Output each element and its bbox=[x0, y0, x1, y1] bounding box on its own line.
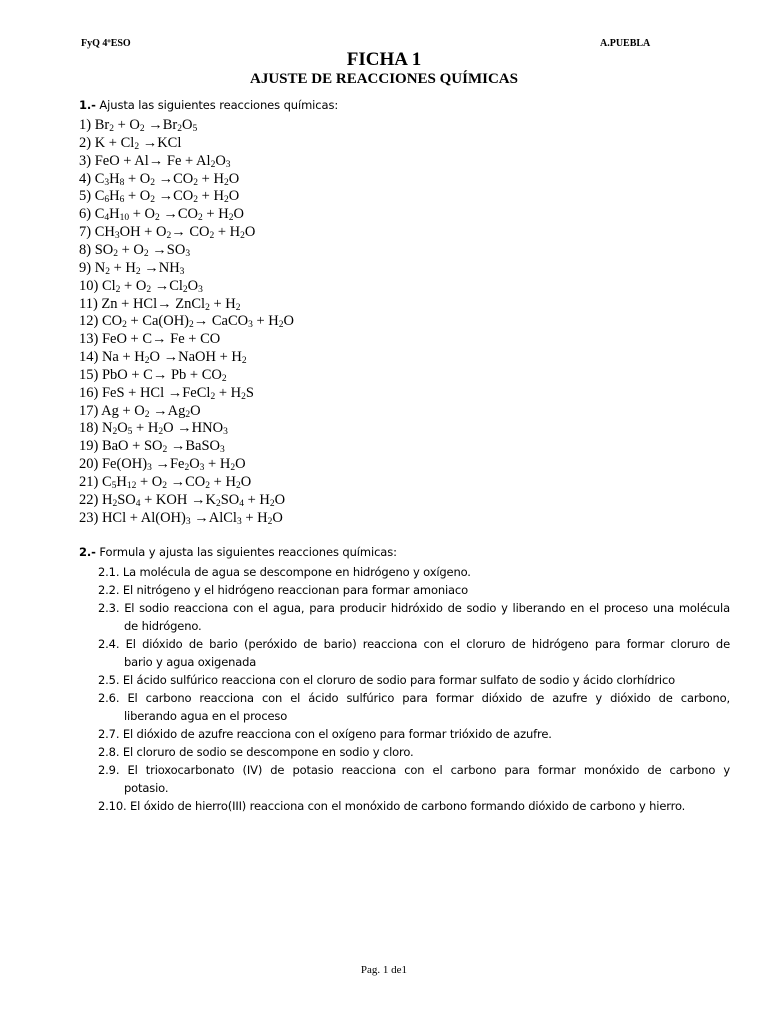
reaction-item bbox=[79, 473, 251, 491]
section2-number: 2.- bbox=[79, 545, 96, 559]
question-number: 2.5. bbox=[98, 673, 120, 687]
header-subject: FyQ 4ºESO bbox=[81, 38, 131, 49]
question-number: 2.1. bbox=[98, 565, 120, 579]
formula-text: 11) Zn + HCl→ ZnCl bbox=[79, 295, 206, 312]
subscript: 2 bbox=[210, 159, 216, 170]
question-number: 2.2. bbox=[98, 583, 120, 597]
formula-text: OH + O bbox=[119, 224, 167, 241]
question-text: El ácido sulfúrico reacciona con el cloruro de sodio para formar sulfato de sodio y ácido clorhídrico bbox=[122, 673, 676, 687]
question-item bbox=[98, 581, 730, 599]
formula-text: SO bbox=[117, 491, 136, 508]
subscript: 2 bbox=[221, 373, 227, 384]
subscript: 2 bbox=[278, 320, 284, 331]
section2-heading bbox=[79, 545, 397, 559]
subscript: 3 bbox=[179, 266, 185, 277]
formula-text: 23) HCl + Al(OH) bbox=[79, 509, 186, 526]
question-number: 2.3. bbox=[98, 601, 120, 615]
subscript: 2 bbox=[155, 213, 160, 224]
subscript: 2 bbox=[241, 356, 247, 367]
reaction-item bbox=[79, 187, 239, 205]
question-text: El dióxido de bario (peróxido de bario) reacciona con el cloruro de hidrógeno para formar cloruro de bbox=[125, 637, 730, 651]
reaction-item bbox=[79, 509, 283, 527]
formula-text: 15) PbO + C→ Pb + CO bbox=[79, 366, 222, 383]
formula-text: →CO bbox=[155, 170, 194, 187]
reaction-item bbox=[79, 402, 201, 420]
formula-text: 19) BaO + SO bbox=[79, 438, 163, 455]
subscript: 6 bbox=[104, 195, 110, 206]
formula-text: + H bbox=[252, 313, 279, 330]
formula-text: →Cl bbox=[151, 277, 183, 294]
formula-text: 20) Fe(OH) bbox=[79, 456, 148, 473]
formula-text: O bbox=[182, 117, 193, 133]
subscript: 2 bbox=[185, 409, 191, 420]
subscript: 2 bbox=[235, 302, 241, 313]
formula-text: O bbox=[187, 277, 199, 294]
reaction-item bbox=[79, 134, 181, 152]
subscript: 2 bbox=[112, 427, 118, 438]
subscript: 2 bbox=[240, 231, 245, 242]
reaction-item bbox=[79, 295, 240, 313]
formula-text: O bbox=[283, 313, 295, 330]
formula-text: + H bbox=[202, 206, 229, 223]
question-text-continued: bario y agua oxigenada bbox=[124, 655, 257, 669]
subscript: 3 bbox=[248, 320, 253, 331]
page-subtitle: AJUSTE DE REACCIONES QUÍMICAS bbox=[250, 71, 518, 87]
formula-text: + H bbox=[214, 224, 241, 241]
formula-text: →KCl bbox=[139, 134, 182, 151]
subscript: 2 bbox=[109, 124, 114, 134]
formula-text: O bbox=[228, 170, 240, 187]
formula-text: O bbox=[228, 188, 240, 205]
reaction-item bbox=[79, 455, 246, 473]
question-number: 2.7. bbox=[98, 727, 120, 741]
subscript: 2 bbox=[230, 463, 236, 474]
question-text: La molécula de agua se descompone en hidrógeno y oxígeno. bbox=[122, 565, 471, 579]
subscript: 2 bbox=[228, 213, 234, 224]
formula-text: + H bbox=[209, 295, 236, 312]
question-item bbox=[98, 689, 730, 725]
formula-text: 17) Ag + O bbox=[79, 402, 145, 419]
subscript: 2 bbox=[182, 284, 188, 295]
formula-text: →CO bbox=[155, 188, 194, 205]
formula-text: 14) Na + H bbox=[79, 349, 145, 366]
formula-text: + KOH →K bbox=[140, 491, 216, 508]
section1-number: 1.- bbox=[79, 98, 96, 112]
formula-text: 4) C bbox=[79, 170, 105, 187]
formula-text: O →HNO bbox=[163, 420, 224, 437]
formula-text: 9) N bbox=[79, 259, 106, 276]
subscript: 3 bbox=[114, 231, 120, 242]
subscript: 2 bbox=[205, 481, 211, 491]
formula-text: + H bbox=[243, 491, 270, 508]
subscript: 5 bbox=[127, 427, 133, 438]
formula-text: H bbox=[116, 474, 127, 490]
formula-text: O →NaOH + H bbox=[149, 349, 242, 366]
formula-text: 13) FeO + C→ Fe + CO bbox=[79, 331, 221, 348]
reaction-item bbox=[79, 152, 231, 170]
reaction-item bbox=[79, 437, 225, 455]
question-item bbox=[98, 797, 730, 815]
reaction-item bbox=[79, 312, 294, 330]
question-text: El dióxido de azufre reacciona con el oxígeno para formar trióxido de azufre. bbox=[122, 727, 552, 741]
subscript: 2 bbox=[189, 320, 194, 331]
subscript: 2 bbox=[223, 195, 229, 206]
formula-text: + Ca(OH) bbox=[126, 313, 189, 330]
subscript: 3 bbox=[198, 284, 203, 295]
formula-text: + O bbox=[129, 206, 156, 223]
formula-text: → CaCO bbox=[193, 313, 249, 330]
section1-instruction: Ajusta las siguientes reacciones químicas: bbox=[99, 98, 339, 112]
reaction-item bbox=[79, 259, 184, 277]
subscript: 2 bbox=[209, 231, 215, 242]
subscript: 8 bbox=[119, 177, 125, 188]
formula-text: 16) FeS + HCl →FeCl bbox=[79, 384, 211, 401]
subscript: 12 bbox=[126, 481, 137, 491]
subscript: 2 bbox=[150, 177, 156, 188]
subscript: 3 bbox=[199, 463, 205, 474]
formula-text: →AlCl bbox=[190, 509, 237, 526]
subscript: 2 bbox=[223, 177, 229, 188]
subscript: 2 bbox=[267, 516, 273, 527]
subscript: 3 bbox=[236, 516, 242, 527]
subscript: 3 bbox=[147, 463, 152, 474]
formula-text: →NH bbox=[140, 259, 180, 276]
subscript: 2 bbox=[146, 284, 152, 295]
formula-text: + O bbox=[124, 170, 151, 187]
question-text: El sodio reacciona con el agua, para producir hidróxido de sodio y liberando en el proceso una molécula bbox=[124, 601, 730, 615]
formula-text: + O bbox=[113, 117, 140, 133]
subscript: 2 bbox=[235, 481, 241, 491]
subscript: 4 bbox=[104, 213, 110, 224]
subscript: 2 bbox=[269, 498, 275, 509]
formula-text: + O bbox=[118, 241, 144, 258]
subscript: 2 bbox=[134, 141, 140, 152]
formula-text: + H bbox=[198, 170, 224, 187]
question-text: El cloruro de sodio se descompone en sodio y cloro. bbox=[122, 745, 414, 759]
reaction-item bbox=[79, 277, 203, 295]
subscript: 2 bbox=[144, 409, 150, 420]
reaction-item bbox=[79, 330, 220, 348]
formula-text: 7) CH bbox=[79, 224, 115, 241]
subscript: 2 bbox=[162, 481, 168, 491]
question-item bbox=[98, 599, 730, 635]
formula-text: →SO bbox=[148, 241, 186, 258]
reaction-item bbox=[79, 366, 227, 384]
formula-text: O bbox=[272, 509, 283, 526]
formula-text: O bbox=[274, 491, 286, 508]
formula-text: H bbox=[109, 170, 120, 187]
formula-text: 5) C bbox=[79, 188, 105, 205]
subscript: 2 bbox=[105, 266, 110, 277]
question-text: El óxido de hierro(III) reacciona con el monóxido de carbono formando dióxido de carbono y hierro. bbox=[130, 799, 686, 813]
formula-text: SO bbox=[220, 491, 240, 508]
subscript: 2 bbox=[115, 284, 121, 295]
subscript: 2 bbox=[135, 266, 141, 277]
formula-text: H bbox=[109, 206, 120, 223]
question-item bbox=[98, 563, 730, 581]
formula-text: →Br bbox=[144, 117, 178, 133]
question-number: 2.8. bbox=[98, 745, 120, 759]
formula-text: + O bbox=[120, 277, 147, 294]
formula-text: O bbox=[240, 474, 252, 490]
formula-text: + O bbox=[136, 474, 163, 490]
formula-text: →Fe bbox=[151, 456, 185, 473]
formula-text: → CO bbox=[171, 224, 210, 241]
formula-text: + H bbox=[109, 259, 136, 276]
subscript: 2 bbox=[193, 177, 199, 188]
reaction-item bbox=[79, 116, 197, 134]
subscript: 2 bbox=[113, 248, 118, 259]
formula-text: O bbox=[117, 420, 128, 437]
reaction-item bbox=[79, 205, 244, 223]
formula-text: O bbox=[190, 402, 201, 419]
subscript: 3 bbox=[185, 516, 191, 527]
subscript: 2 bbox=[158, 427, 164, 438]
subscript: 5 bbox=[111, 481, 117, 491]
formula-text: O bbox=[235, 456, 246, 473]
subscript: 3 bbox=[223, 427, 228, 438]
subscript: 3 bbox=[104, 177, 110, 188]
page-number: Pag. 1 de1 bbox=[360, 964, 408, 976]
formula-text: + H bbox=[241, 509, 268, 526]
subscript: 2 bbox=[193, 195, 199, 206]
subscript: 3 bbox=[220, 445, 225, 456]
subscript: 2 bbox=[162, 445, 168, 456]
subscript: 2 bbox=[198, 213, 203, 224]
formula-text: + H bbox=[204, 456, 231, 473]
formula-text: 21) C bbox=[79, 474, 112, 490]
formula-text: 10) Cl bbox=[79, 277, 116, 294]
subscript: 2 bbox=[177, 124, 182, 134]
formula-text: 22) H bbox=[79, 491, 113, 508]
reaction-item bbox=[79, 170, 239, 188]
question-item bbox=[98, 671, 730, 689]
formula-text: →CO bbox=[159, 206, 199, 223]
formula-text: O bbox=[189, 456, 200, 473]
question-item bbox=[98, 725, 730, 743]
page-title: FICHA 1 bbox=[346, 49, 422, 70]
question-text: El trioxocarbonato (IV) de potasio reacciona con el carbono para formar monóxido de carbono y bbox=[127, 763, 730, 777]
formula-text: O bbox=[215, 152, 226, 169]
formula-text: + H bbox=[210, 474, 236, 490]
formula-text: S bbox=[245, 384, 254, 401]
formula-text: 18) N bbox=[79, 420, 113, 437]
formula-text: H bbox=[109, 188, 120, 205]
subscript: 2 bbox=[122, 320, 127, 331]
subscript: 2 bbox=[139, 124, 145, 134]
subscript: 2 bbox=[150, 195, 156, 206]
reaction-item bbox=[79, 223, 255, 241]
question-item bbox=[98, 761, 730, 797]
formula-text: 2) K + Cl bbox=[79, 134, 135, 151]
subscript: 6 bbox=[119, 195, 125, 206]
reaction-item bbox=[79, 241, 190, 259]
subscript: 2 bbox=[241, 391, 246, 402]
subscript: 3 bbox=[225, 159, 231, 170]
formula-text: →CO bbox=[167, 474, 206, 490]
subscript: 2 bbox=[210, 391, 216, 402]
section2-instruction: Formula y ajusta las siguientes reacciones químicas: bbox=[99, 545, 397, 559]
question-text: El carbono reacciona con el ácido sulfúrico para formar dióxido de azufre y dióxido de carbono, bbox=[127, 691, 731, 705]
formula-text: + O bbox=[124, 188, 151, 205]
question-text-continued: de hidrógeno. bbox=[124, 619, 202, 633]
subscript: 2 bbox=[215, 498, 221, 509]
formula-text: 3) FeO + Al→ Fe + Al bbox=[79, 152, 211, 169]
subscript: 4 bbox=[239, 498, 244, 509]
section1-heading bbox=[79, 98, 338, 112]
subscript: 2 bbox=[112, 498, 118, 509]
formula-text: 12) CO bbox=[79, 313, 123, 330]
formula-text: O bbox=[244, 224, 256, 241]
question-number: 2.10. bbox=[98, 799, 127, 813]
reaction-item bbox=[79, 384, 254, 402]
subscript: 2 bbox=[184, 463, 190, 474]
reaction-item bbox=[79, 348, 247, 366]
subscript: 2 bbox=[166, 231, 172, 242]
question-number: 2.9. bbox=[98, 763, 120, 777]
formula-text: →Ag bbox=[149, 402, 186, 419]
formula-text: 1) Br bbox=[79, 117, 110, 133]
subscript: 2 bbox=[143, 248, 149, 259]
question-text: El nitrógeno y el hidrógeno reaccionan para formar amoniaco bbox=[122, 583, 468, 597]
formula-text: + H bbox=[198, 188, 224, 205]
question-text-continued: potasio. bbox=[124, 781, 169, 795]
subscript: 10 bbox=[119, 213, 130, 224]
header-author: A.PUEBLA bbox=[600, 38, 651, 49]
reaction-item bbox=[79, 419, 228, 437]
subscript: 3 bbox=[185, 248, 191, 259]
formula-text: + H bbox=[215, 384, 242, 401]
formula-text: + H bbox=[132, 420, 159, 437]
question-text-continued: liberando agua en el proceso bbox=[124, 709, 288, 723]
question-item bbox=[98, 743, 730, 761]
question-item bbox=[98, 635, 730, 671]
subscript: 2 bbox=[144, 356, 150, 367]
formula-text: 8) SO bbox=[79, 241, 114, 258]
question-number: 2.4. bbox=[98, 637, 120, 651]
subscript: 4 bbox=[135, 498, 141, 509]
subscript: 2 bbox=[205, 302, 210, 313]
reaction-item bbox=[79, 491, 285, 509]
question-number: 2.6. bbox=[98, 691, 120, 705]
formula-text: 6) C bbox=[79, 206, 105, 223]
formula-text: O bbox=[233, 206, 244, 223]
formula-text: →BaSO bbox=[167, 438, 221, 455]
subscript: 5 bbox=[192, 124, 198, 134]
